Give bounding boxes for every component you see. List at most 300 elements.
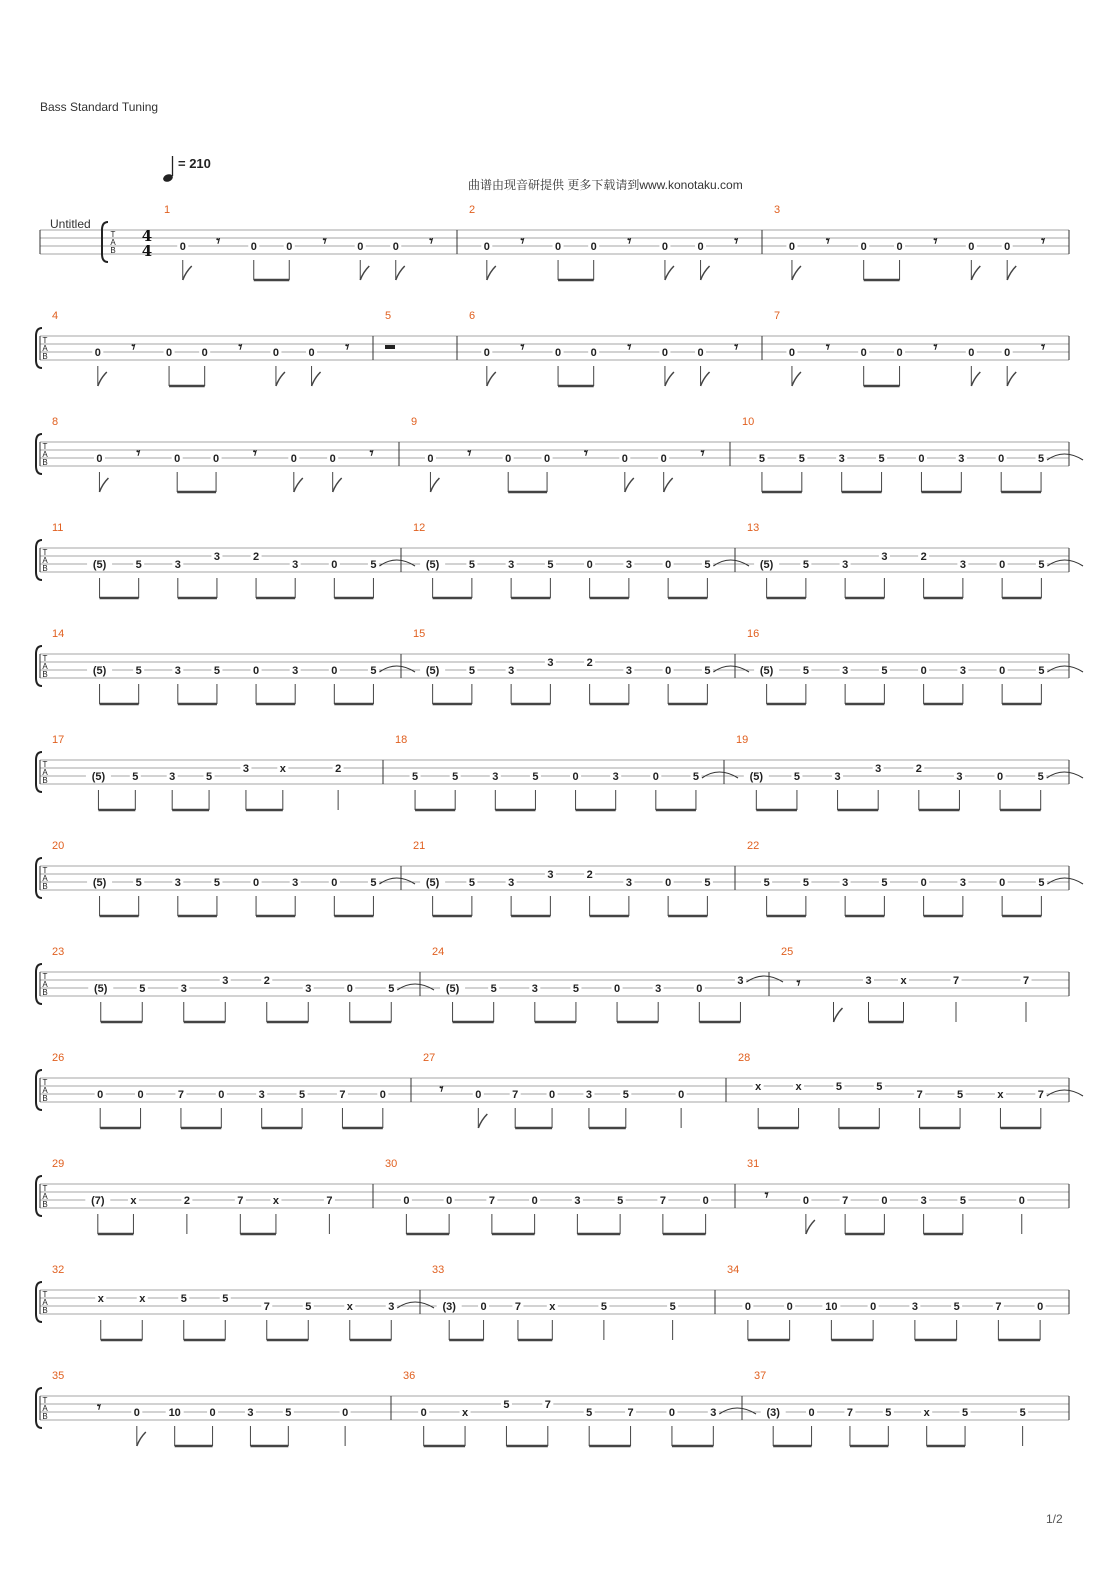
measure-number: 33 bbox=[432, 1264, 445, 1276]
fret-number: 0 bbox=[660, 453, 667, 465]
tie-arc bbox=[397, 1302, 434, 1308]
tab-clef-b: B bbox=[110, 246, 116, 255]
fret-number: (5) bbox=[445, 983, 460, 995]
fret-number: 0 bbox=[179, 241, 186, 253]
fret-number: 3 bbox=[508, 665, 515, 677]
eighth-flag bbox=[276, 372, 285, 386]
fret-number: 3 bbox=[585, 1089, 592, 1101]
fret-number: 5 bbox=[692, 771, 699, 783]
fret-number: 5 bbox=[135, 559, 142, 571]
system-bracket bbox=[36, 964, 42, 1004]
measure-number: 36 bbox=[403, 1370, 416, 1382]
tab-clef-b: B bbox=[42, 1094, 48, 1103]
fret-number: 2 bbox=[335, 763, 342, 775]
system-bracket bbox=[36, 1282, 42, 1322]
fret-number: 0 bbox=[96, 453, 103, 465]
fret-number: 0 bbox=[331, 877, 338, 889]
fret-number: 2 bbox=[586, 657, 593, 669]
system-bracket bbox=[36, 1388, 42, 1428]
fret-number: 5 bbox=[213, 877, 220, 889]
fret-number: 3 bbox=[625, 877, 632, 889]
eighth-rest: 𝄾 bbox=[467, 444, 472, 462]
fret-number: 5 bbox=[299, 1089, 306, 1101]
fret-number: 3 bbox=[710, 1407, 717, 1419]
eighth-flag bbox=[971, 372, 980, 386]
tab-clef-b: B bbox=[42, 776, 48, 785]
measure-number: 4 bbox=[52, 310, 59, 322]
fret-number: (5) bbox=[425, 559, 440, 571]
tie-arc bbox=[713, 560, 749, 566]
fret-number: 5 bbox=[835, 1081, 842, 1093]
fret-number: 3 bbox=[574, 1195, 581, 1207]
fret-number: 5 bbox=[412, 771, 419, 783]
measure-number: 21 bbox=[413, 840, 426, 852]
fret-number: (5) bbox=[749, 771, 764, 783]
fret-number: 3 bbox=[508, 877, 515, 889]
fret-number: 0 bbox=[614, 983, 621, 995]
fret-number: 5 bbox=[669, 1301, 676, 1313]
fret-number: 5 bbox=[1037, 771, 1044, 783]
fret-number: 5 bbox=[586, 1407, 593, 1419]
fret-number: x bbox=[755, 1081, 762, 1093]
eighth-flag bbox=[360, 266, 369, 280]
fret-number: 0 bbox=[531, 1195, 538, 1207]
fret-number: x bbox=[462, 1407, 469, 1419]
fret-number: 7 bbox=[627, 1407, 634, 1419]
fret-number: 0 bbox=[97, 1089, 104, 1101]
fret-number: 5 bbox=[959, 1195, 966, 1207]
fret-number: 0 bbox=[201, 347, 208, 359]
fret-number: 3 bbox=[865, 975, 872, 987]
system-bracket bbox=[36, 752, 42, 792]
fret-number: 0 bbox=[346, 983, 353, 995]
fret-number: (5) bbox=[425, 877, 440, 889]
measure-number: 12 bbox=[413, 522, 426, 534]
eighth-rest: 𝄾 bbox=[238, 338, 243, 356]
fret-number: 3 bbox=[213, 551, 220, 563]
fret-number: 5 bbox=[305, 1301, 312, 1313]
fret-number: 3 bbox=[842, 877, 849, 889]
eighth-rest: 𝄾 bbox=[933, 338, 938, 356]
fret-number: 0 bbox=[870, 1301, 877, 1313]
fret-number: 0 bbox=[998, 453, 1005, 465]
tempo-marking: = 210 bbox=[178, 156, 211, 171]
fret-number: 0 bbox=[133, 1407, 140, 1419]
fret-number: (3) bbox=[766, 1407, 780, 1419]
fret-number: 3 bbox=[625, 665, 632, 677]
eighth-rest: 𝄾 bbox=[764, 1186, 769, 1204]
fret-number: 0 bbox=[678, 1089, 685, 1101]
fret-number: 0 bbox=[331, 559, 338, 571]
fret-number: 0 bbox=[331, 665, 338, 677]
tab-clef-t: T bbox=[42, 972, 48, 981]
eighth-rest: 𝄾 bbox=[796, 974, 801, 992]
eighth-rest: 𝄾 bbox=[345, 338, 350, 356]
fret-number: 0 bbox=[1018, 1195, 1025, 1207]
fret-number: (5) bbox=[92, 559, 107, 571]
fret-number: 3 bbox=[174, 559, 181, 571]
eighth-flag bbox=[98, 372, 107, 386]
fret-number: 5 bbox=[139, 983, 146, 995]
fret-number: (5) bbox=[91, 771, 106, 783]
eighth-rest: 𝄾 bbox=[1041, 232, 1046, 250]
system-bracket bbox=[36, 328, 42, 368]
eighth-flag bbox=[183, 266, 192, 280]
tab-clef-b: B bbox=[42, 1200, 48, 1209]
measure-number: 37 bbox=[754, 1370, 767, 1382]
fret-number: 3 bbox=[305, 983, 312, 995]
fret-number: 5 bbox=[503, 1399, 510, 1411]
system-bracket bbox=[36, 540, 42, 580]
fret-number: 0 bbox=[661, 347, 668, 359]
tab-clef-a: A bbox=[42, 1404, 48, 1413]
eighth-rest: 𝄾 bbox=[583, 444, 588, 462]
measure-number: 17 bbox=[52, 734, 65, 746]
measure-number: 28 bbox=[738, 1052, 751, 1064]
fret-number: 0 bbox=[860, 241, 867, 253]
fret-number: 5 bbox=[704, 559, 711, 571]
fret-number: 5 bbox=[135, 877, 142, 889]
eighth-flag bbox=[971, 266, 980, 280]
fret-number: 7 bbox=[339, 1089, 346, 1101]
measure-number: 9 bbox=[411, 416, 418, 428]
fret-number: 0 bbox=[999, 559, 1006, 571]
fret-number: 5 bbox=[802, 559, 809, 571]
eighth-rest: 𝄾 bbox=[933, 232, 938, 250]
tie-arc bbox=[713, 666, 749, 672]
fret-number: 0 bbox=[881, 1195, 888, 1207]
system-bracket bbox=[36, 434, 42, 474]
fret-number: 0 bbox=[696, 983, 703, 995]
eighth-rest: 𝄾 bbox=[96, 1398, 101, 1416]
tab-clef-b: B bbox=[42, 988, 48, 997]
measure-number: 7 bbox=[774, 310, 781, 322]
fret-number: 5 bbox=[532, 771, 539, 783]
fret-number: (5) bbox=[759, 559, 774, 571]
fret-number: 3 bbox=[956, 771, 963, 783]
eighth-flag bbox=[665, 266, 674, 280]
fret-number: 5 bbox=[758, 453, 765, 465]
tab-clef-b: B bbox=[42, 670, 48, 679]
fret-number: 7 bbox=[514, 1301, 521, 1313]
tab-clef-a: A bbox=[42, 980, 48, 989]
fret-number: 0 bbox=[788, 347, 795, 359]
tab-clef-a: A bbox=[110, 238, 116, 247]
fret-number: 0 bbox=[272, 347, 279, 359]
fret-number: 3 bbox=[258, 1089, 265, 1101]
fret-number: 3 bbox=[875, 763, 882, 775]
fret-number: 0 bbox=[549, 1089, 556, 1101]
eighth-flag bbox=[430, 478, 439, 492]
fret-number: 3 bbox=[492, 771, 499, 783]
fret-number: 5 bbox=[388, 983, 395, 995]
fret-number: 0 bbox=[590, 347, 597, 359]
fret-number: 7 bbox=[488, 1195, 495, 1207]
fret-number: 3 bbox=[958, 453, 965, 465]
fret-number: 3 bbox=[920, 1195, 927, 1207]
fret-number: 0 bbox=[427, 453, 434, 465]
fret-number: 0 bbox=[860, 347, 867, 359]
fret-number: 3 bbox=[842, 665, 849, 677]
eighth-flag bbox=[333, 478, 342, 492]
fret-number: (5) bbox=[92, 665, 107, 677]
fret-number: 5 bbox=[572, 983, 579, 995]
fret-number: 3 bbox=[547, 869, 554, 881]
fret-number: 0 bbox=[137, 1089, 144, 1101]
fret-number: 0 bbox=[590, 241, 597, 253]
tab-clef-t: T bbox=[42, 548, 48, 557]
fret-number: 3 bbox=[959, 559, 966, 571]
fret-number: 0 bbox=[920, 877, 927, 889]
fret-number: 5 bbox=[876, 1081, 883, 1093]
measure-number: 6 bbox=[469, 310, 476, 322]
fret-number: 0 bbox=[483, 347, 490, 359]
fret-number: 7 bbox=[1037, 1089, 1044, 1101]
measure-number: 29 bbox=[52, 1158, 65, 1170]
fret-number: x bbox=[900, 975, 907, 987]
fret-number: 5 bbox=[1019, 1407, 1026, 1419]
fret-number: 5 bbox=[1038, 665, 1045, 677]
fret-number: 5 bbox=[793, 771, 800, 783]
fret-number: (5) bbox=[759, 665, 774, 677]
measure-number: 26 bbox=[52, 1052, 65, 1064]
fret-number: 0 bbox=[166, 347, 173, 359]
fret-number: (3) bbox=[442, 1301, 456, 1313]
fret-number: 5 bbox=[802, 665, 809, 677]
eighth-rest: 𝄾 bbox=[520, 232, 525, 250]
fret-number: 7 bbox=[177, 1089, 184, 1101]
eighth-flag bbox=[294, 478, 303, 492]
fret-number: 7 bbox=[326, 1195, 333, 1207]
fret-number: x bbox=[272, 1195, 279, 1207]
tab-clef-t: T bbox=[42, 654, 48, 663]
eighth-flag bbox=[664, 478, 673, 492]
fret-number: x bbox=[795, 1081, 802, 1093]
measure-number: 8 bbox=[52, 416, 59, 428]
time-signature-top: 4 bbox=[141, 227, 153, 245]
measure-number: 5 bbox=[385, 310, 392, 322]
eighth-rest: 𝄾 bbox=[520, 338, 525, 356]
tab-clef-a: A bbox=[42, 1298, 48, 1307]
measure-number: 31 bbox=[747, 1158, 760, 1170]
fret-number: 5 bbox=[132, 771, 139, 783]
fret-number: 7 bbox=[544, 1399, 551, 1411]
fret-number: 0 bbox=[555, 241, 562, 253]
fret-number: 0 bbox=[357, 241, 364, 253]
tie-arc bbox=[1047, 454, 1083, 460]
fret-number: 0 bbox=[896, 347, 903, 359]
fret-number: 3 bbox=[169, 771, 176, 783]
fret-number: 0 bbox=[329, 453, 336, 465]
track-name: Untitled bbox=[50, 217, 91, 231]
fret-number: 0 bbox=[218, 1089, 225, 1101]
fret-number: 5 bbox=[798, 453, 805, 465]
tie-arc bbox=[1047, 772, 1083, 778]
fret-number: 5 bbox=[878, 453, 885, 465]
fret-number: 0 bbox=[896, 241, 903, 253]
fret-number: 0 bbox=[483, 241, 490, 253]
eighth-rest: 𝄾 bbox=[734, 232, 739, 250]
fret-number: 10 bbox=[168, 1407, 181, 1419]
fret-number: x bbox=[130, 1195, 137, 1207]
measure-number: 10 bbox=[742, 416, 755, 428]
eighth-flag bbox=[1007, 372, 1016, 386]
fret-number: 5 bbox=[135, 665, 142, 677]
page-number: 1/2 bbox=[1046, 1512, 1063, 1526]
fret-number: 0 bbox=[342, 1407, 349, 1419]
eighth-flag bbox=[701, 372, 710, 386]
fret-number: x bbox=[279, 763, 286, 775]
fret-number: 0 bbox=[668, 1407, 675, 1419]
fret-number: 7 bbox=[263, 1301, 270, 1313]
measure-number: 14 bbox=[52, 628, 65, 640]
fret-number: 3 bbox=[388, 1301, 395, 1313]
fret-number: (5) bbox=[92, 877, 107, 889]
fret-number: 0 bbox=[290, 453, 297, 465]
fret-number: x bbox=[923, 1407, 930, 1419]
tie-arc bbox=[379, 666, 415, 672]
eighth-flag bbox=[792, 372, 801, 386]
fret-number: 5 bbox=[600, 1301, 607, 1313]
measure-number: 22 bbox=[747, 840, 760, 852]
tie-arc bbox=[746, 976, 783, 982]
fret-number: x bbox=[346, 1301, 353, 1313]
measure-number: 30 bbox=[385, 1158, 398, 1170]
fret-number: 5 bbox=[885, 1407, 892, 1419]
fret-number: 0 bbox=[918, 453, 925, 465]
measure-number: 20 bbox=[52, 840, 65, 852]
fret-number: 0 bbox=[997, 771, 1004, 783]
fret-number: 3 bbox=[842, 559, 849, 571]
fret-number: 0 bbox=[253, 877, 260, 889]
tab-clef-t: T bbox=[42, 1184, 48, 1193]
fret-number: 0 bbox=[1037, 1301, 1044, 1313]
tab-clef-b: B bbox=[42, 458, 48, 467]
fret-number: 5 bbox=[222, 1293, 229, 1305]
fret-number: 0 bbox=[665, 559, 672, 571]
fret-number: 5 bbox=[180, 1293, 187, 1305]
eighth-rest: 𝄾 bbox=[131, 338, 136, 356]
fret-number: 0 bbox=[999, 877, 1006, 889]
fret-number: 0 bbox=[665, 877, 672, 889]
fret-number: 5 bbox=[617, 1195, 624, 1207]
eighth-flag bbox=[806, 1220, 815, 1234]
fret-number: 3 bbox=[612, 771, 619, 783]
eighth-rest: 𝄾 bbox=[700, 444, 705, 462]
eighth-flag bbox=[834, 1008, 843, 1022]
tab-clef-a: A bbox=[42, 1086, 48, 1095]
fret-number: 5 bbox=[370, 559, 377, 571]
tie-arc bbox=[379, 878, 415, 884]
tie-arc bbox=[397, 984, 434, 990]
fret-number: 0 bbox=[94, 347, 101, 359]
eighth-rest: 𝄾 bbox=[216, 232, 221, 250]
tab-clef-a: A bbox=[42, 662, 48, 671]
measure-number: 15 bbox=[413, 628, 426, 640]
eighth-rest: 𝄾 bbox=[627, 232, 632, 250]
fret-number: 0 bbox=[572, 771, 579, 783]
tuning-label: Bass Standard Tuning bbox=[40, 100, 159, 114]
measure-number: 18 bbox=[395, 734, 408, 746]
fret-number: 0 bbox=[403, 1195, 410, 1207]
fret-number: 5 bbox=[206, 771, 213, 783]
fret-number: (7) bbox=[91, 1195, 105, 1207]
fret-number: 3 bbox=[737, 975, 744, 987]
measure-number: 3 bbox=[774, 204, 781, 216]
fret-number: 0 bbox=[786, 1301, 793, 1313]
measure-number: 1 bbox=[164, 204, 171, 216]
tab-clef-t: T bbox=[42, 760, 48, 769]
fret-number: 3 bbox=[174, 877, 181, 889]
tab-clef-a: A bbox=[42, 344, 48, 353]
whole-rest bbox=[385, 345, 395, 349]
fret-number: 0 bbox=[475, 1089, 482, 1101]
fret-number: 0 bbox=[661, 241, 668, 253]
measure-number: 24 bbox=[432, 946, 445, 958]
measure-number: 23 bbox=[52, 946, 65, 958]
time-signature-bottom: 4 bbox=[141, 242, 153, 260]
fret-number: x bbox=[549, 1301, 556, 1313]
fret-number: 5 bbox=[704, 877, 711, 889]
fret-number: 5 bbox=[370, 665, 377, 677]
measure-number: 27 bbox=[423, 1052, 436, 1064]
eighth-rest: 𝄾 bbox=[1041, 338, 1046, 356]
eighth-rest: 𝄾 bbox=[734, 338, 739, 356]
eighth-rest: 𝄾 bbox=[252, 444, 257, 462]
tab-clef-t: T bbox=[42, 336, 48, 345]
fret-number: 5 bbox=[953, 1301, 960, 1313]
eighth-flag bbox=[1007, 266, 1016, 280]
measure-number: 34 bbox=[727, 1264, 740, 1276]
fret-number: 0 bbox=[744, 1301, 751, 1313]
tie-arc bbox=[379, 560, 415, 566]
fret-number: 0 bbox=[697, 347, 704, 359]
fret-number: 10 bbox=[825, 1301, 838, 1313]
fret-number: 7 bbox=[916, 1089, 923, 1101]
measure-number: 35 bbox=[52, 1370, 65, 1382]
fret-number: 3 bbox=[959, 665, 966, 677]
fret-number: 0 bbox=[652, 771, 659, 783]
eighth-flag bbox=[487, 266, 496, 280]
fret-number: 0 bbox=[999, 665, 1006, 677]
eighth-flag bbox=[99, 478, 108, 492]
fret-number: 0 bbox=[586, 559, 593, 571]
fret-number: 0 bbox=[544, 453, 551, 465]
tab-clef-t: T bbox=[42, 1290, 48, 1299]
fret-number: 3 bbox=[174, 665, 181, 677]
fret-number: 3 bbox=[838, 453, 845, 465]
fret-number: 0 bbox=[802, 1195, 809, 1207]
fret-number: 5 bbox=[763, 877, 770, 889]
fret-number: 5 bbox=[957, 1089, 964, 1101]
fret-number: 5 bbox=[468, 877, 475, 889]
fret-number: 0 bbox=[286, 241, 293, 253]
fret-number: 3 bbox=[547, 657, 554, 669]
eighth-rest: 𝄾 bbox=[627, 338, 632, 356]
fret-number: (5) bbox=[94, 983, 108, 995]
tab-clef-t: T bbox=[42, 1396, 48, 1405]
measure-number: 13 bbox=[747, 522, 760, 534]
fret-number: 7 bbox=[952, 975, 960, 987]
fret-number: x bbox=[139, 1293, 146, 1305]
eighth-flag bbox=[665, 372, 674, 386]
tab-clef-t: T bbox=[42, 1078, 48, 1087]
tie-arc bbox=[1047, 666, 1083, 672]
system-bracket bbox=[102, 222, 108, 262]
measure-number: 32 bbox=[52, 1264, 65, 1276]
fret-number: 7 bbox=[237, 1195, 244, 1207]
fret-number: 0 bbox=[250, 241, 257, 253]
